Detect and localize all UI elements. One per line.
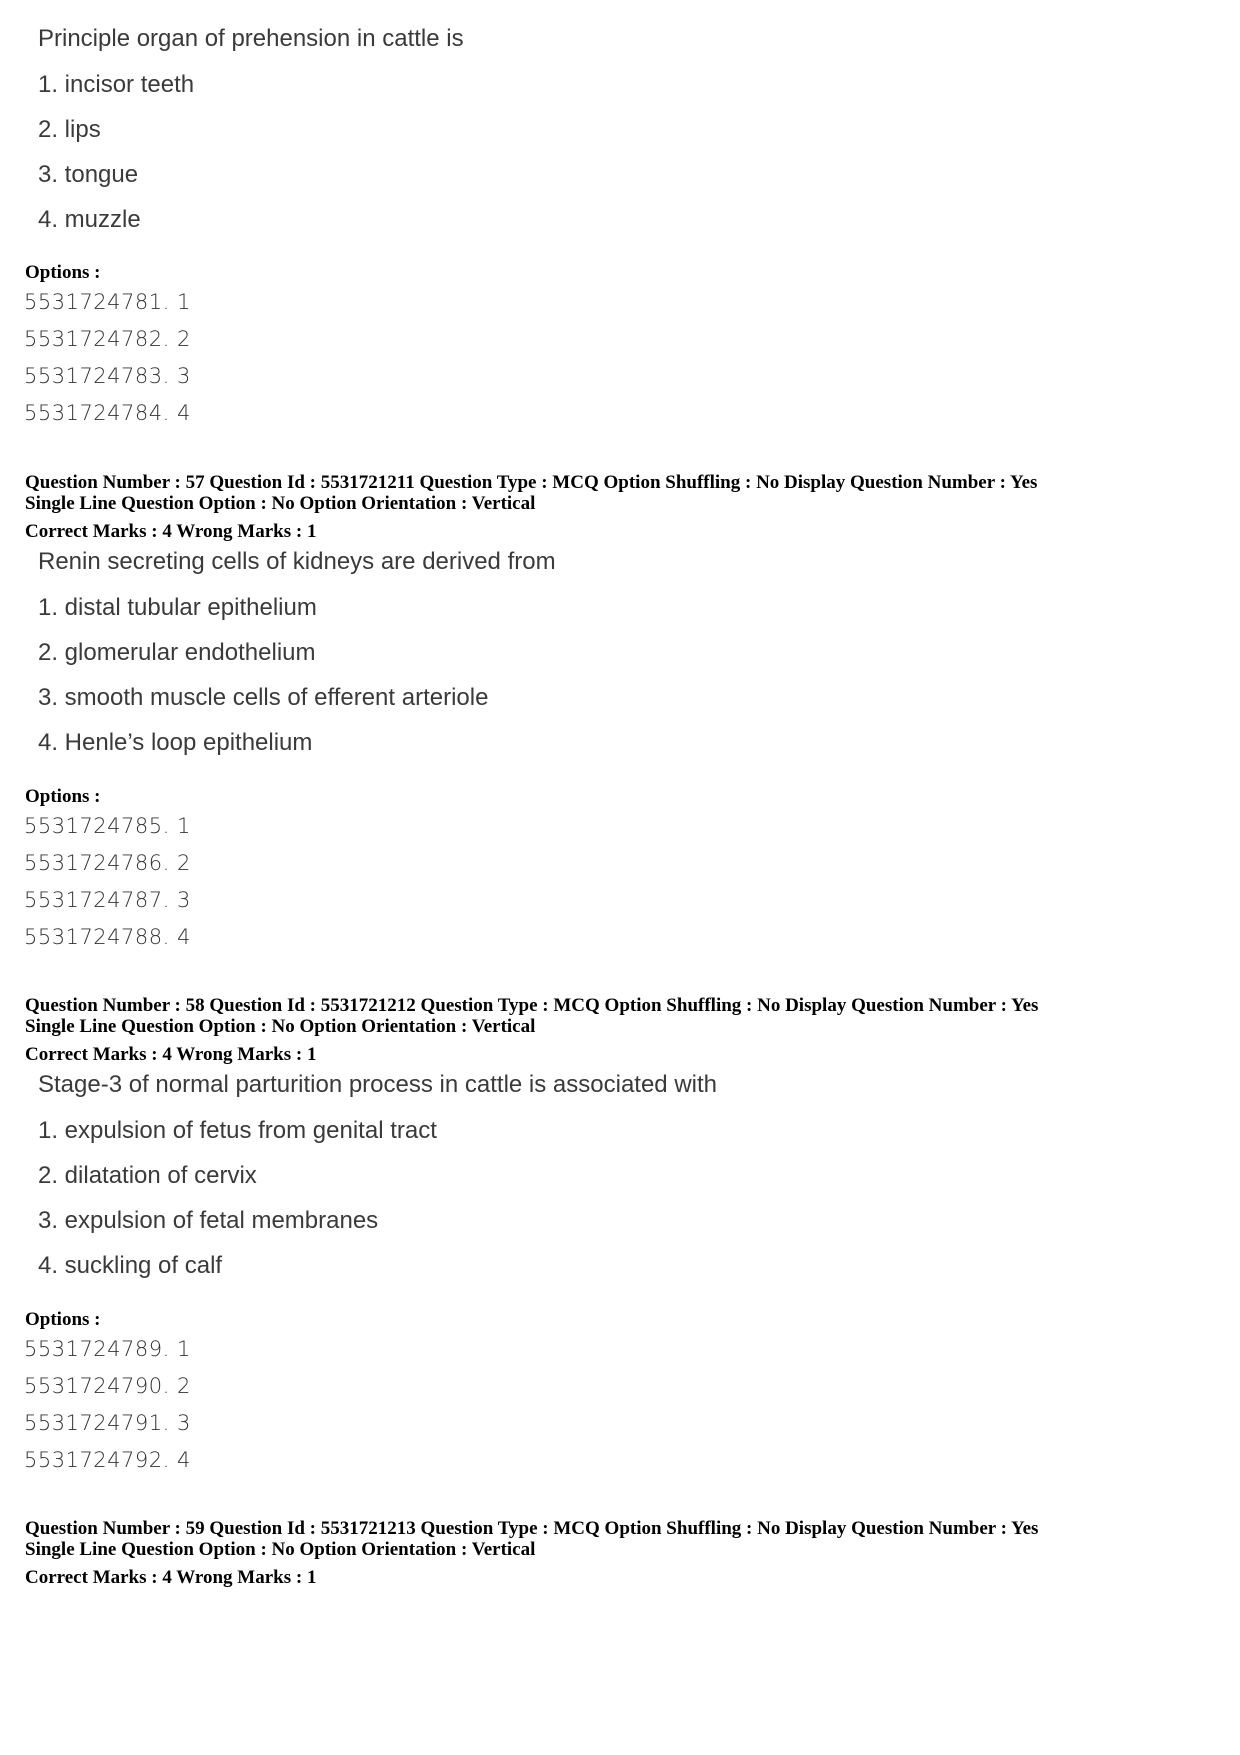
option-item: 5531724792. 4 (24, 1448, 191, 1472)
question-image (38, 547, 556, 773)
option-item: 5531724782. 2 (24, 327, 191, 351)
question-image (38, 1070, 717, 1296)
option-item: 5531724788. 4 (24, 925, 191, 949)
option-item: 5531724789. 1 (24, 1337, 191, 1361)
question-stem: Stage-3 of normal parturition process in cattle is associated with (38, 1071, 717, 1098)
option-item: 5531724783. 3 (24, 364, 191, 388)
question-choice: 1. incisor teeth (38, 71, 195, 98)
question-choice: 2. lips (38, 116, 101, 143)
option-item: 5531724784. 4 (24, 401, 191, 425)
question-meta (25, 472, 1037, 542)
question-choice: 1. distal tubular epithelium (38, 594, 317, 621)
meta-line-1: Question Number : 58 Question Id : 5531721212 Question Type : MCQ Option Shuffling : No Display Question Number : Yes (25, 995, 1039, 1016)
question-meta (25, 995, 1038, 1065)
question-choice: 3. expulsion of fetal membranes (38, 1207, 379, 1234)
option-item: 5531724790. 2 (24, 1374, 191, 1398)
meta-line-1: Question Number : 57 Question Id : 5531721211 Question Type : MCQ Option Shuffling : No Display Question Number : Yes (25, 472, 1038, 493)
question-stem: Principle organ of prehension in cattle is (38, 25, 464, 52)
options-label: Options : (25, 1309, 101, 1330)
option-item: 5531724785. 1 (24, 814, 191, 838)
question-choice: 2. glomerular endothelium (38, 639, 316, 666)
question-choice: 3. smooth muscle cells of efferent arteriole (38, 684, 489, 711)
question-stem: Renin secreting cells of kidneys are derived from (38, 548, 556, 575)
meta-line-3: Correct Marks : 4 Wrong Marks : 1 (25, 521, 317, 542)
option-item: 5531724787. 3 (24, 888, 191, 912)
question-meta (25, 1518, 1038, 1588)
question-choice: 4. muzzle (38, 206, 141, 233)
question-choice: 3. tongue (38, 161, 139, 188)
meta-line-2: Single Line Question Option : No Option Orientation : Vertical (25, 1016, 536, 1037)
option-item: 5531724786. 2 (24, 851, 191, 875)
question-choice: 2. dilatation of cervix (38, 1162, 257, 1189)
question-choice: 4. Henle’s loop epithelium (38, 729, 313, 756)
options-label: Options : (25, 786, 101, 807)
option-item: 5531724791. 3 (24, 1411, 191, 1435)
meta-line-2: Single Line Question Option : No Option Orientation : Vertical (25, 493, 536, 514)
meta-line-2: Single Line Question Option : No Option Orientation : Vertical (25, 1539, 536, 1560)
options-label: Options : (25, 262, 101, 283)
option-item: 5531724781. 1 (24, 290, 191, 314)
question-image (38, 24, 464, 250)
question-choice: 4. suckling of calf (38, 1252, 223, 1279)
meta-line-1: Question Number : 59 Question Id : 5531721213 Question Type : MCQ Option Shuffling : No Display Question Number : Yes (25, 1518, 1039, 1539)
meta-line-3: Correct Marks : 4 Wrong Marks : 1 (25, 1044, 317, 1065)
question-choice: 1. expulsion of fetus from genital tract (38, 1117, 437, 1144)
meta-line-3: Correct Marks : 4 Wrong Marks : 1 (25, 1567, 317, 1588)
